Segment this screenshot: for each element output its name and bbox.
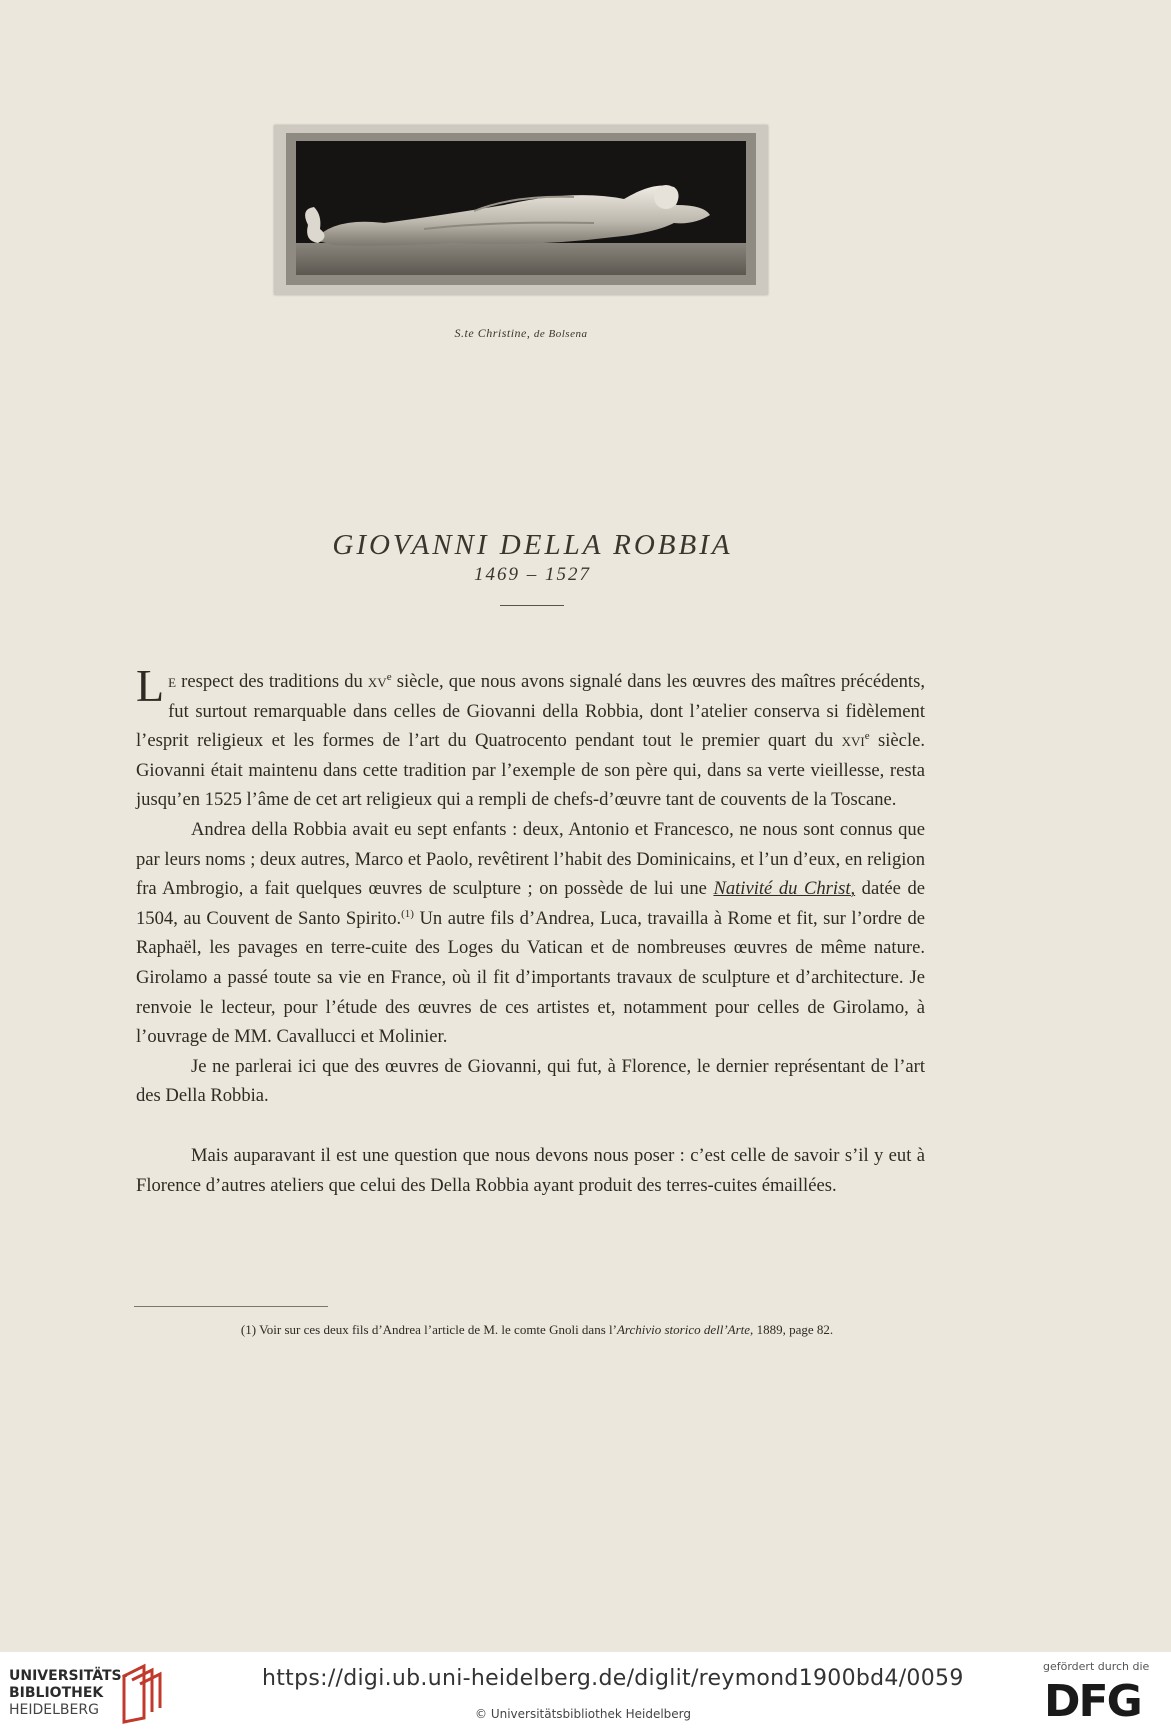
footnote-journal: Archivio storico dell’Arte,	[616, 1322, 754, 1337]
paragraph-2-text-b: datée de 1504, au Couvent de Santo Spirito.	[136, 878, 925, 929]
century-xv-sup: e	[386, 670, 392, 683]
title-divider	[500, 605, 564, 606]
caption-title: S.te Christine,	[454, 326, 531, 340]
funding-label: gefördert durch die	[1043, 1660, 1150, 1673]
sculpture-illustration	[274, 125, 768, 295]
chapter-title: GIOVANNI DELLA ROBBIA	[332, 529, 733, 562]
footnote	[134, 1322, 940, 1338]
century-xvi: xvi	[841, 730, 865, 752]
drop-cap-rest: e	[168, 671, 177, 692]
library-logo-text[interactable]	[9, 1668, 127, 1719]
caption-place: de Bolsena	[533, 328, 588, 340]
paragraph-2-text-c: Un autre fils d’Andrea, Luca, travailla à Rome et fit, sur l’ordre de Raphaël, les pavages en terre-cuite des Loges du Vatican et de nombreuses œuvres de même nature. Girolamo a passé toute sa vie en France, où il fit d’importants travaux de sculpture et d’architecture. Je renvoie le lecteur, pour l’étude des œuvres de ces artistes et, notamment pour celles de Girolamo, à l’ouvrage de MM. Cavallucci et Molinier.	[136, 907, 925, 1048]
logo-line-2: BIBLIOTHEK	[9, 1685, 104, 1701]
body-text	[136, 660, 926, 1200]
footnote-text-b: 1889, page 82.	[753, 1322, 834, 1337]
paragraph-3: Je ne parlerai ici que des œuvres de Giovanni, qui fut, à Florence, le dernier représentant de l’art des Della Robbia.	[136, 1055, 925, 1107]
dfg-logo[interactable]: DFG	[1044, 1676, 1141, 1727]
paragraph-4: Mais auparavant il est une question que nous devons nous poser : c’est celle de savoir s’il y eut à Florence d’autres ateliers que celui des Della Robbia ayant produit des terres-cuites émaillées.	[136, 1144, 925, 1196]
footnote-ref[interactable]: (1)	[401, 907, 414, 920]
artwork-title: Nativité du Christ,	[713, 878, 856, 900]
copyright-notice: © Universitätsbibliothek Heidelberg	[475, 1707, 692, 1721]
logo-line-1: UNIVERSITÄTS-	[9, 1668, 128, 1684]
footnote-divider	[134, 1306, 328, 1307]
paragraph-1	[136, 660, 926, 815]
century-xv: xv	[367, 671, 387, 692]
footnote-text-a: (1) Voir sur ces deux fils d’Andrea l’article de M. le comte Gnoli dans l’	[240, 1322, 617, 1337]
drop-cap: L	[136, 660, 165, 711]
figure-caption	[274, 326, 768, 341]
recumbent-figure-image	[274, 125, 768, 295]
footer-bar	[0, 1652, 1171, 1735]
library-logo-icon[interactable]	[118, 1662, 164, 1724]
paragraph-1-text-c: siècle. Giovanni était maintenu dans cette tradition par l’exemple de son père qui, dans sa verte vieillesse, resta jusqu’en 1525 l’âme de cet art religieux qui a rempli de chefs-d’œuvre tant de couvents de la Toscane.	[136, 730, 926, 811]
permalink-url[interactable]: https://digi.ub.uni-heidelberg.de/diglit/reymond1900bd4/0059	[262, 1666, 964, 1691]
century-xvi-sup: e	[864, 730, 870, 742]
paragraph-1-text-b: siècle, que nous avons signalé dans les œuvres des maîtres précédents, fut surtout remarquable dans celles de Giovanni della Robbia, dont l’atelier conserva si fidèlement l’esprit religieux et les formes de l’art du Quatrocento pendant tout le premier quart du	[136, 671, 925, 752]
logo-line-3: HEIDELBERG	[9, 1702, 99, 1718]
paragraph-1-text-a: respect des traditions du	[176, 671, 368, 692]
chapter-dates: 1469 – 1527	[474, 564, 591, 585]
paragraph-2-text-a: Andrea della Robbia avait eu sept enfants : deux, Antonio et Francesco, ne nous sont connus que par leurs noms ; deux autres, Marco et Paolo, revêtirent l’habit des Dominicains, et l’un d’eux, en religion fra Ambrogio, a fait quelques œuvres de sculpture ; on possède de lui une	[136, 818, 925, 900]
paragraph-2	[136, 815, 925, 1052]
